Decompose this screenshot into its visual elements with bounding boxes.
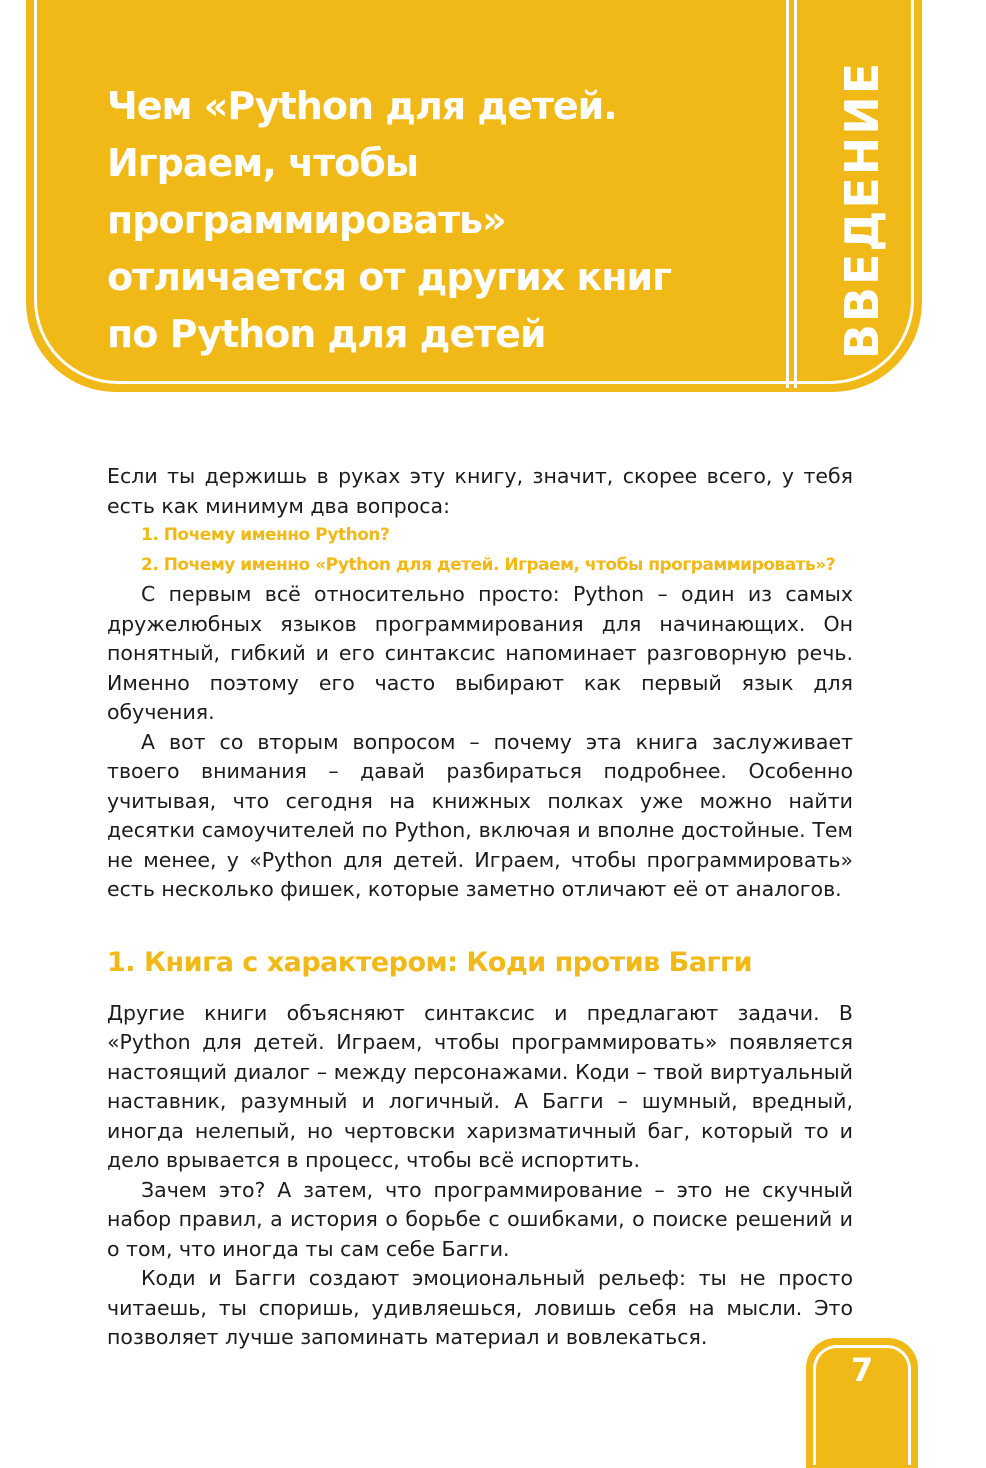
chapter-title	[107, 78, 767, 363]
body-paragraph: С первым всё относительно просто: Python – один из самых дружелюбных языков программирования для начинающих. Он понятный, гибкий и его синтаксис напоминает разговорную речь. Именно поэтому его часто выбирают как первый язык для обучения.	[107, 582, 853, 724]
chapter-title-line: программировать»	[107, 198, 506, 242]
chapter-title-line: по Python для детей	[107, 312, 546, 356]
question-item: 2. Почему именно «Python для детей. Играем, чтобы программировать»?	[141, 554, 836, 575]
page-number: 7	[850, 1351, 874, 1389]
body-paragraph: Коди и Багги создают эмоциональный рельеф: ты не просто читаешь, ты споришь, удивляешься, ловишь себя на мысли. Это позволяет лучше запоминать материал и вовлекаться.	[107, 1266, 853, 1349]
section-label: ВВЕДЕНИЕ	[835, 60, 890, 360]
chapter-title-line: отличается от других книг	[107, 255, 672, 299]
section-label-tab	[800, 62, 924, 358]
intro-paragraph: Если ты держишь в руках эту книгу, значит, скорее всего, у тебя есть как минимум два вопроса:	[107, 464, 853, 518]
body-paragraph: А вот со вторым вопросом – почему эта книга заслуживает твоего внимания – давай разбираться подробнее. Особенно учитывая, что сегодня на книжных полках уже можно найти десятки самоучителей по Python, включая и вполне достойные. Тем не менее, у «Python для детей. Играем, чтобы программировать» есть несколько фишек, которые заметно отличают её от аналогов.	[107, 729, 853, 901]
question-list	[107, 521, 853, 580]
page-body	[107, 462, 853, 1353]
body-paragraph: Зачем это? А затем, что программирование – это не скучный набор правил, а история о борьбе с ошибками, о поиске решений и о том, что иногда ты сам себе Багги.	[107, 1177, 853, 1261]
question-item: 1. Почему именно Python?	[141, 525, 390, 545]
body-paragraph: Другие книги объясняют синтаксис и предлагают задачи. В «Python для детей. Играем, чтобы программировать» появляется настоящий диалог – между персонажами. Коди – твой виртуальный наставник, разумный и логичный. А Багги – шумный, вредный, иногда нелепый, но чертовски харизматичный баг, который то и дело врывается в процесс, чтобы всё испортить.	[107, 1000, 853, 1172]
chapter-title-line: Играем, чтобы	[107, 141, 419, 185]
chapter-title-line: Чем «Python для детей.	[107, 84, 617, 128]
header-divider-line	[794, 0, 797, 388]
section-heading: 1. Книга с характером: Коди против Багги	[107, 946, 753, 978]
header-divider-line	[786, 0, 789, 388]
